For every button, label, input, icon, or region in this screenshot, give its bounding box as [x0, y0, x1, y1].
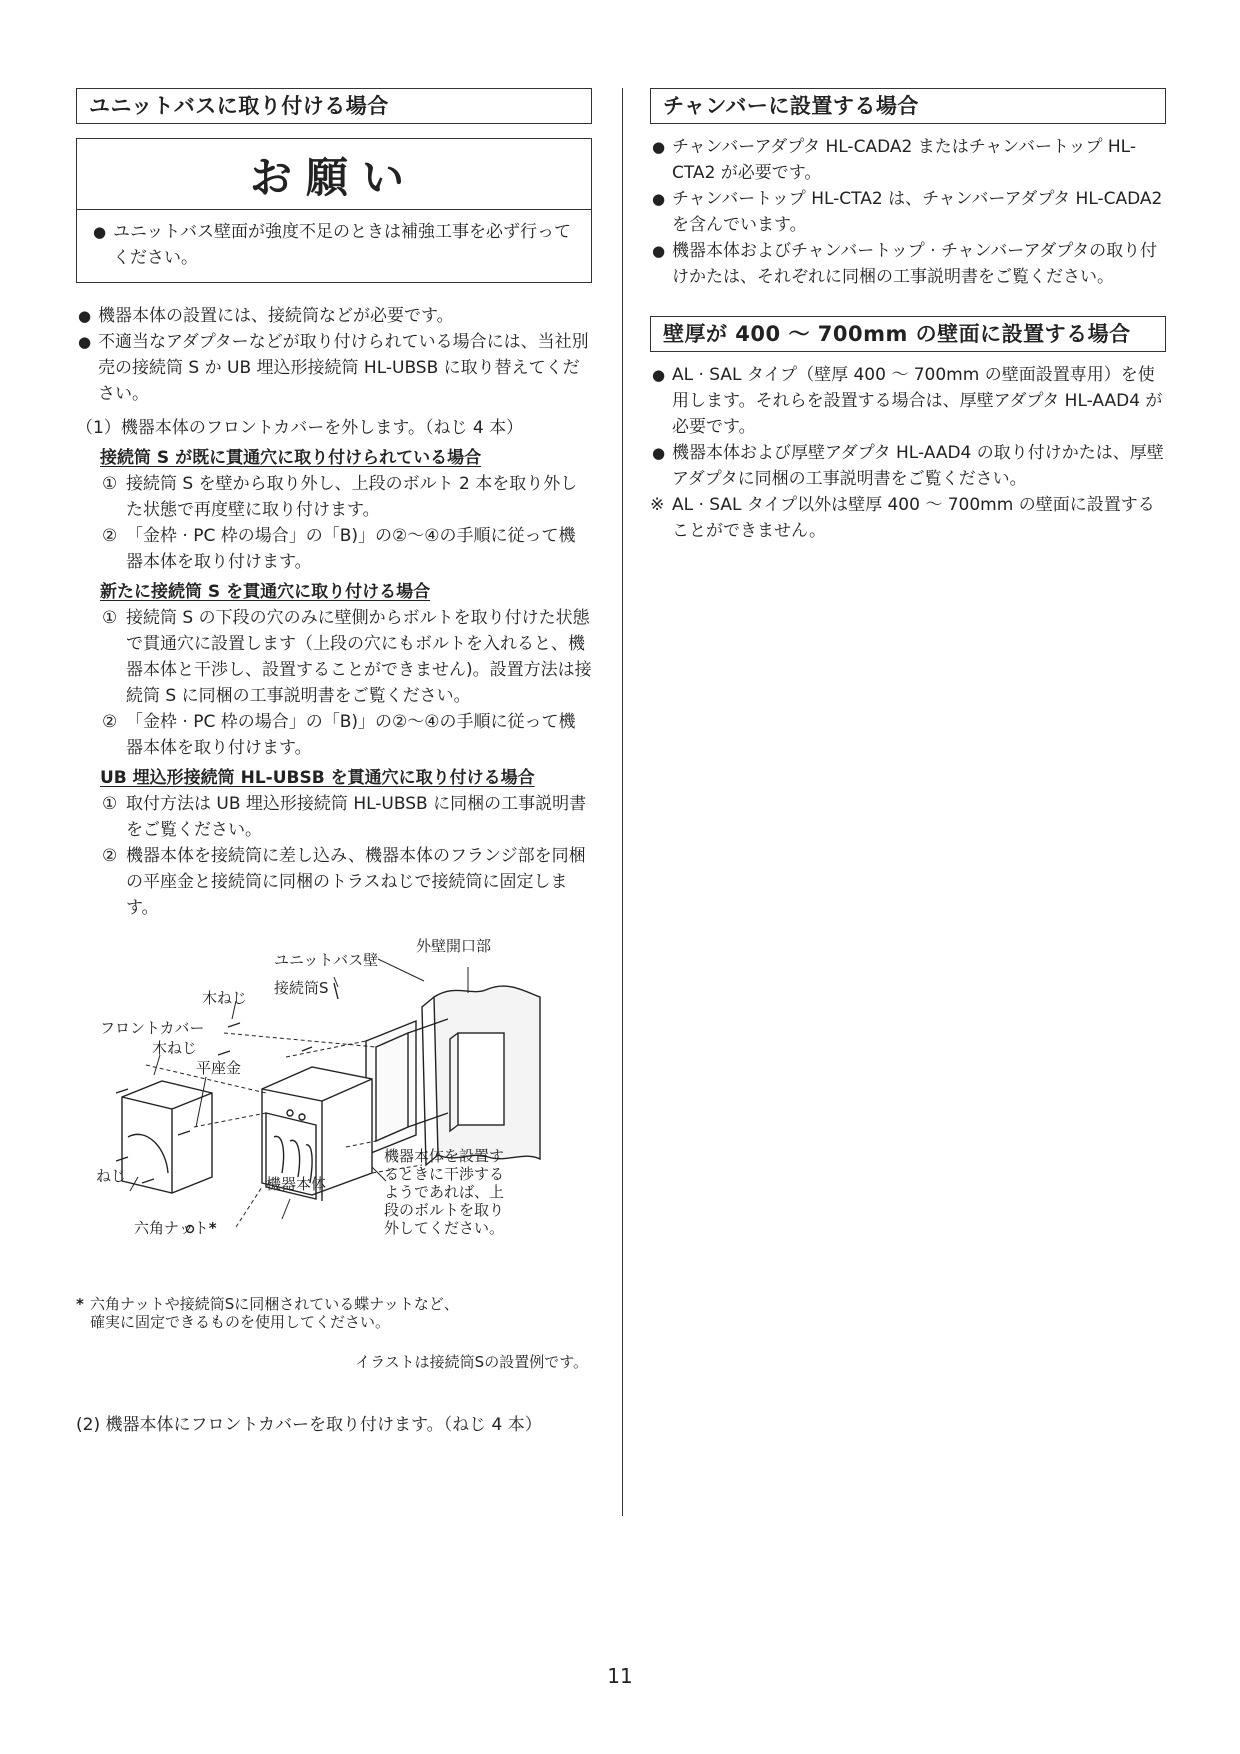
- section-title-unit-bath: ユニットバスに取り付ける場合: [76, 88, 592, 124]
- request-box: [76, 138, 592, 283]
- bullet-item: ● チャンバーアダプタ HL-CADA2 またはチャンバートップ HL-CTA2 が必要です。: [650, 134, 1166, 186]
- label-front-cover: フロントカバー: [100, 1019, 205, 1037]
- bullet-icon: ●: [652, 242, 666, 260]
- subheading-existing-connector: 接続筒 S が既に貫通穴に取り付けられている場合: [100, 448, 482, 468]
- request-item: ● ユニットバス壁面が強度不足のときは補強工事を必ず行ってください。: [91, 219, 577, 271]
- section-title-thick-wall: 壁厚が 400 ～ 700mm の壁面に設置する場合: [650, 316, 1166, 352]
- bullet-icon: ●: [78, 333, 92, 351]
- label-unit-bath-wall: ユニットバス壁: [274, 951, 379, 969]
- bullet-item: ● 不適当なアダプターなどが取り付けられている場合には、当社別売の接続筒 S か UB 埋込形接続筒 HL-UBSB に取り替えてください。: [76, 329, 592, 407]
- label-outer-wall-opening: 外壁開口部: [416, 937, 492, 955]
- request-heading: お願い: [249, 153, 418, 202]
- label-connector-s: 接続筒S: [274, 979, 329, 997]
- procedure-step: ② 「金枠 · PC 枠の場合」の「B)」の②～④の手順に従って機器本体を取り付けます。: [102, 526, 576, 572]
- label-unit-body: 機器本体: [266, 1175, 327, 1193]
- procedure-step: ① 接続筒 S を壁から取り外し、上段のボルト 2 本を取り外した状態で再度壁に取り付けます。: [102, 474, 578, 520]
- thick-wall-bullets: [650, 362, 1166, 492]
- label-screw: ねじ: [96, 1167, 127, 1185]
- intro-bullets: [76, 303, 592, 407]
- step-2: (2) 機器本体にフロントカバーを取り付けます。（ねじ 4 本）: [76, 1415, 542, 1435]
- right-column: [650, 88, 1166, 544]
- installation-diagram: [76, 937, 592, 1287]
- chamber-bullets: [650, 134, 1166, 290]
- bullet-item: ● チャンバートップ HL-CTA2 は、チャンバーアダプタ HL-CADA2 を含んでいます。: [650, 186, 1166, 238]
- page-number: 11: [607, 1664, 633, 1688]
- illustration-caption: イラストは接続筒Sの設置例です。: [355, 1353, 588, 1371]
- bullet-item: ● 機器本体およびチャンバートップ · チャンバーアダプタの取り付けかたは、それぞれに同梱の工事説明書をご覧ください。: [650, 238, 1166, 290]
- left-column: [76, 88, 592, 1438]
- bullet-item: ● 機器本体および厚壁アダプタ HL-AAD4 の取り付けかたは、厚壁アダプタに同梱の工事説明書をご覧ください。: [650, 440, 1166, 492]
- bullet-item: ● 機器本体の設置には、接続筒などが必要です。: [76, 303, 592, 329]
- bullet-icon: ●: [652, 190, 666, 208]
- procedure-step: ① 取付方法は UB 埋込形接続筒 HL-UBSB に同梱の工事説明書をご覧ください。: [102, 794, 587, 840]
- label-interference-note: 機器本体を設置す るときに干渉する ようであれば、上 段のボルトを取り 外してください。: [384, 1147, 505, 1237]
- label-wood-screw: 木ねじ: [202, 989, 248, 1007]
- procedure-step: ② 機器本体を接続筒に差し込み、機器本体のフランジ部を同梱の平座金と接続筒に同梱のトラスねじで接続筒に固定します。: [102, 846, 586, 918]
- hex-nut-footnote: * 六角ナットや接続筒Sに同梱されている蝶ナットなど、 確実に固定できるものを使用してください。: [76, 1295, 459, 1331]
- request-body: [77, 209, 591, 282]
- subheading-new-connector: 新たに接続筒 S を貫通穴に取り付ける場合: [100, 582, 431, 602]
- label-flat-washer: 平座金: [196, 1059, 242, 1077]
- bullet-icon: ●: [652, 138, 666, 156]
- label-hex-nut: 六角ナット*: [134, 1219, 217, 1237]
- thick-wall-note: ※ AL · SAL タイプ以外は壁厚 400 ～ 700mm の壁面に設置することができません。: [650, 495, 1155, 541]
- step-1: （1）機器本体のフロントカバーを外します。（ねじ 4 本）: [76, 418, 524, 438]
- column-divider: [622, 88, 623, 1516]
- section-title-chamber: チャンバーに設置する場合: [650, 88, 1166, 124]
- label-wood-screw: 木ねじ: [152, 1039, 198, 1057]
- bullet-icon: ●: [93, 223, 107, 241]
- procedure-step: ① 接続筒 S の下段の穴のみに壁側からボルトを取り付けた状態で貫通穴に設置します（上段の穴にもボルトを入れると、機器本体と干渉し、設置することができません)。設置方法は接続筒 S に同梱の工事説明書をご覧ください。: [102, 608, 592, 706]
- procedure-step: ② 「金枠 · PC 枠の場合」の「B)」の②～④の手順に従って機器本体を取り付けます。: [102, 712, 576, 758]
- subheading-ub-connector: UB 埋込形接続筒 HL-UBSB を貫通穴に取り付ける場合: [100, 768, 535, 788]
- bullet-item: ● AL · SAL タイプ（壁厚 400 ～ 700mm の壁面設置専用）を使用します。それらを設置する場合は、厚壁アダプタ HL-AAD4 が必要です。: [650, 362, 1166, 440]
- bullet-icon: ●: [78, 307, 92, 325]
- bullet-icon: ●: [652, 444, 666, 462]
- bullet-icon: ●: [652, 366, 666, 384]
